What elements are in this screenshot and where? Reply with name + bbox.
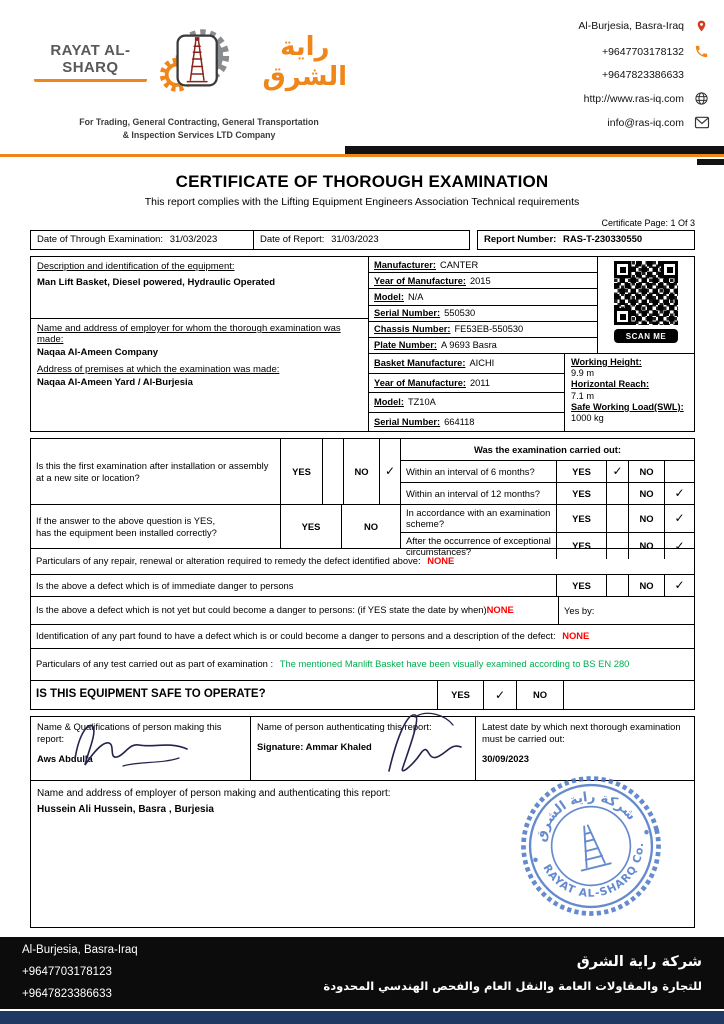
- spec-value: 664118: [444, 416, 475, 427]
- test-label: Particulars of any test carried out as part of examination :: [36, 658, 274, 670]
- exam-subrow-interval6: [401, 461, 694, 483]
- spec-label: Serial Number:: [374, 308, 441, 319]
- no-label: NO: [629, 505, 665, 532]
- identification-label: Identification of any part found to have a defect which is or could become a danger to persons and a description of the defect:: [36, 630, 556, 642]
- contact-text: Al-Burjesia, Basra-Iraq: [578, 20, 684, 32]
- certificate-subtitle: This report complies with the Lifting Equipment Engineers Association Technical requirements: [144, 196, 580, 208]
- employer-value: Naqaa Al-Ameen Company: [37, 347, 159, 358]
- contact-row: [578, 18, 710, 34]
- date-report-label: Date of Report:: [260, 234, 325, 245]
- footer-company-ar: شركة راية الشرق: [576, 953, 702, 970]
- qr-code: [614, 261, 678, 325]
- immediate-danger-question: Is the above a defect which is of immediate danger to persons: [31, 575, 557, 596]
- spec-row: [369, 289, 597, 305]
- capacity-value: 9.9 m: [571, 368, 594, 379]
- logo-row: [34, 10, 364, 114]
- authenticator-label: Name of person authenticating this report:: [257, 721, 432, 732]
- spec-row: [369, 374, 564, 394]
- basket-specs-list: [369, 354, 564, 431]
- spec-label: Model:: [374, 291, 404, 302]
- capacity-label: Working Height:: [571, 357, 642, 367]
- yes-checkbox: [607, 505, 629, 532]
- exam-row-repair-particulars: [31, 549, 694, 575]
- yes-label: YES: [557, 533, 607, 560]
- test-particulars-cell: [31, 649, 694, 680]
- date-exam-value: 31/03/2023: [169, 234, 218, 245]
- contact-row: [578, 116, 710, 129]
- spec-value: FE53EB-550530: [454, 324, 524, 335]
- contact-text: +9647823386633: [601, 69, 684, 81]
- dates-row: [30, 230, 695, 250]
- header-separator: [0, 146, 724, 166]
- footer-navy-bar: [0, 1011, 724, 1024]
- yes-label: YES: [438, 681, 484, 709]
- spec-value: CANTER: [440, 259, 479, 270]
- identification-cell: [31, 625, 694, 648]
- equipment-table: [30, 256, 695, 432]
- date-exam-label: Date of Through Examination:: [37, 234, 164, 245]
- yes-checkbox: ✓: [607, 461, 629, 482]
- yes-label: YES: [281, 505, 342, 548]
- phone-icon: [693, 44, 710, 59]
- carried-out-block: [401, 439, 694, 504]
- exam-row-first-examination: [31, 439, 694, 505]
- spec-row: [369, 322, 597, 338]
- authenticator-value: Signature: Ammar Khaled: [257, 740, 372, 752]
- date-report-cell: [253, 231, 469, 249]
- black-rule: [345, 146, 724, 154]
- spec-value: A 9693 Basra: [441, 340, 497, 351]
- future-danger-value: NONE: [486, 604, 514, 616]
- date-report-value: 31/03/2023: [331, 234, 379, 245]
- yes-label: YES: [281, 439, 323, 504]
- equipment-left-column: [31, 257, 369, 431]
- exam-row-safe-to-operate: [31, 681, 694, 709]
- spec-row: [369, 306, 597, 322]
- yes-by-cell: Yes by:: [564, 604, 595, 616]
- certificate-title: CERTIFICATE OF THOROUGH EXAMINATION: [175, 172, 549, 191]
- exam-row-installed-correctly: [31, 505, 694, 557]
- report-number-table: [477, 230, 695, 250]
- stamp-seal-icon: [500, 755, 682, 937]
- spec-value: AICHI: [469, 358, 495, 369]
- email-icon: [693, 116, 710, 129]
- maker-name: Aws Abdulla: [37, 752, 93, 764]
- authenticator-cell: [251, 717, 476, 780]
- signoff-table: [30, 716, 695, 928]
- spec-value: 550530: [444, 308, 476, 319]
- footer-tagline-ar: للتجارة والمقاولات العامة والنقل العام والفحص الهندسي المحدودة: [323, 978, 702, 993]
- next-exam-value: 30/09/2023: [482, 752, 529, 764]
- header-contacts: [578, 10, 710, 146]
- repair-value: NONE: [427, 555, 455, 567]
- footer-phone1: +9647703178123: [22, 966, 112, 979]
- capacity-value: 7.1 m: [571, 390, 594, 401]
- equipment-right-column: [369, 257, 694, 431]
- no-label: NO: [342, 505, 401, 548]
- installed-question-line2: has the equipment been installed correctly?: [36, 526, 217, 538]
- globe-icon: [693, 91, 710, 106]
- spec-label: Year of Manufacture:: [374, 275, 466, 286]
- description-label: Description and identification of the equipment:: [37, 261, 235, 272]
- vehicle-specs-list: [369, 257, 597, 353]
- orange-rule: [0, 154, 724, 157]
- contact-row: [578, 91, 710, 106]
- description-value: Man Lift Basket, Diesel powered, Hydraulic Operated: [37, 277, 276, 288]
- footer-address: Al-Burjesia, Basra-Iraq: [22, 944, 138, 957]
- first-examination-question: Is this the first examination after installation or assembly at a new site or location?: [31, 439, 281, 504]
- report-employer-label: Name and address of employer of person making and authenticating this report:: [37, 788, 391, 799]
- contact-text: +9647703178132: [601, 45, 684, 58]
- spec-value: N/A: [407, 291, 424, 302]
- footer-phone2: +9647823386633: [22, 987, 112, 1000]
- yes-checkbox: [607, 483, 629, 504]
- qr-finder-pattern: [661, 261, 678, 278]
- yes-checkbox: [607, 575, 629, 596]
- certificate-page-note: Certificate Page: 1 Of 3: [601, 218, 695, 228]
- equipment-employer-section: [31, 319, 368, 431]
- identification-value: NONE: [562, 630, 590, 642]
- spec-row: [369, 413, 564, 432]
- no-label: NO: [629, 483, 665, 504]
- yes-label: YES: [557, 575, 607, 596]
- spec-row: [369, 257, 597, 273]
- tagline-line1: For Trading, General Contracting, General Transportation: [79, 117, 319, 127]
- maker-cell: [31, 717, 251, 780]
- qr-finder-pattern: [614, 308, 631, 325]
- no-label: NO: [629, 461, 665, 482]
- no-label: NO: [344, 439, 380, 504]
- safe-to-operate-question: IS THIS EQUIPMENT SAFE TO OPERATE?: [31, 681, 438, 709]
- contact-text: info@ras-iq.com: [607, 116, 684, 129]
- no-checkbox: [564, 681, 694, 709]
- premises-label: Address of premises at which the examination was made:: [37, 364, 280, 375]
- spec-row: [369, 354, 564, 374]
- header: [0, 0, 724, 146]
- spec-row: [369, 273, 597, 289]
- capacity-value: 1000 kg: [571, 413, 604, 424]
- yes-checkbox: ✓: [484, 681, 517, 709]
- company-tagline: [34, 116, 364, 142]
- capacity-label: Safe Working Load(SWL):: [571, 401, 684, 412]
- yes-label: YES: [557, 483, 607, 504]
- spec-value: 2011: [469, 377, 490, 388]
- location-icon: [693, 18, 710, 34]
- spec-label: Chassis Number:: [374, 324, 451, 335]
- no-label: NO: [629, 575, 665, 596]
- repair-particulars-cell: [31, 549, 694, 574]
- exam-row-identification: [31, 625, 694, 649]
- no-checkbox: [665, 461, 694, 482]
- spec-label: Model:: [374, 397, 404, 408]
- capacity-cell: [564, 354, 694, 431]
- company-name-ar: راية الشرق: [262, 32, 348, 92]
- qr-finder-pattern: [614, 261, 631, 278]
- footer-black-band: [0, 937, 724, 1009]
- footer-arabic-block: [323, 954, 702, 993]
- no-checkbox: ✓: [674, 511, 685, 526]
- no-checkbox: ✓: [674, 486, 685, 501]
- date-exam-cell: [31, 231, 253, 249]
- no-checkbox: ✓: [380, 439, 401, 504]
- exam-row-immediate-danger: [31, 575, 694, 597]
- exam-subrow-scheme: [401, 505, 694, 533]
- no-label: NO: [517, 681, 564, 709]
- report-employer-cell: [31, 781, 694, 927]
- gears-derrick-logo-icon: [155, 14, 238, 110]
- report-number-value: RAS-T-230330550: [562, 234, 643, 245]
- yes-checkbox: [323, 439, 344, 504]
- yes-label: YES: [557, 505, 607, 532]
- spec-value: 2015: [469, 275, 491, 286]
- stamp-top-text: شركة راية الشرق: [533, 789, 639, 844]
- scan-me-badge: SCAN ME: [614, 329, 678, 343]
- contact-text: http://www.ras-iq.com: [583, 92, 684, 105]
- carried-out-header: Was the examination carried out:: [401, 439, 694, 461]
- spec-row: [369, 338, 597, 353]
- exam-subrow-interval12: [401, 483, 694, 504]
- spec-label: Serial Number:: [374, 416, 441, 427]
- exceptional-question: After the occurrence of exceptional circumstances?: [401, 533, 557, 560]
- carried-out-block-2: [401, 505, 694, 557]
- test-value: The mentioned Manlift Basket have been visually examined according to BS EN 280: [279, 658, 630, 670]
- black-tab: [697, 159, 724, 165]
- basket-specs-section: [369, 354, 694, 431]
- spec-label: Plate Number:: [374, 340, 438, 351]
- installed-question-line1: If the answer to the above question is YES,: [36, 515, 216, 527]
- repair-label: Particulars of any repair, renewal or alteration required to remedy the defect identified above:: [36, 555, 421, 567]
- report-number-cell: [478, 231, 648, 249]
- no-checkbox: ✓: [674, 578, 685, 593]
- interval6-question: Within an interval of 6 months?: [401, 461, 557, 482]
- employer-label: Name and address of employer for whom the thorough examination was made:: [37, 323, 341, 345]
- report-number-label: Report Number:: [484, 234, 557, 245]
- yes-label: YES: [557, 461, 607, 482]
- no-label: NO: [629, 533, 665, 560]
- exam-row-test-particulars: [31, 649, 694, 681]
- report-employer-value: Hussein Ali Hussein, Basra , Burjesia: [37, 804, 214, 815]
- equipment-description-section: [31, 257, 368, 319]
- vehicle-specs-section: [369, 257, 694, 354]
- company-logo: [34, 10, 364, 146]
- premises-value: Naqaa Al-Ameen Yard / Al-Burjesia: [37, 377, 193, 388]
- footer: [0, 937, 724, 1024]
- dates-table: [30, 230, 470, 250]
- contact-row: [578, 69, 710, 81]
- future-danger-cell: [31, 597, 559, 624]
- spec-value: TZ10A: [407, 397, 436, 408]
- footer-contact-block: [22, 940, 138, 1006]
- future-danger-label: Is the above a defect which is not yet but could become a danger to persons: (if YES state the date by when): [36, 604, 487, 616]
- examination-table: [30, 438, 695, 710]
- maker-label: Name & Qualifications of person making this report:: [37, 721, 222, 744]
- capacity-label: Horizontal Reach:: [571, 379, 650, 390]
- scheme-question: In accordance with an examination scheme?: [401, 505, 557, 532]
- exam-row-future-danger: [31, 597, 694, 625]
- spec-label: Year of Manufacture:: [374, 377, 466, 388]
- next-exam-label: Latest date by which next thorough examination must be carried out:: [482, 721, 681, 744]
- no-checkbox: ✓: [674, 538, 685, 553]
- spec-label: Basket Manufacture:: [374, 358, 466, 369]
- tagline-line2: & Inspection Services LTD Company: [122, 129, 276, 140]
- installed-question: [31, 505, 281, 548]
- qr-cell: [597, 257, 694, 353]
- spec-label: Manufacturer:: [374, 259, 436, 270]
- spec-row: [369, 393, 564, 413]
- stamp-bottom-text: RAYAT AL-SHARQ Co.: [540, 841, 647, 900]
- company-name-en: RAYAT AL-SHARQ: [34, 42, 147, 82]
- contact-row: [578, 44, 710, 59]
- interval12-question: Within an interval of 12 months?: [401, 483, 557, 504]
- company-stamp: [500, 755, 682, 937]
